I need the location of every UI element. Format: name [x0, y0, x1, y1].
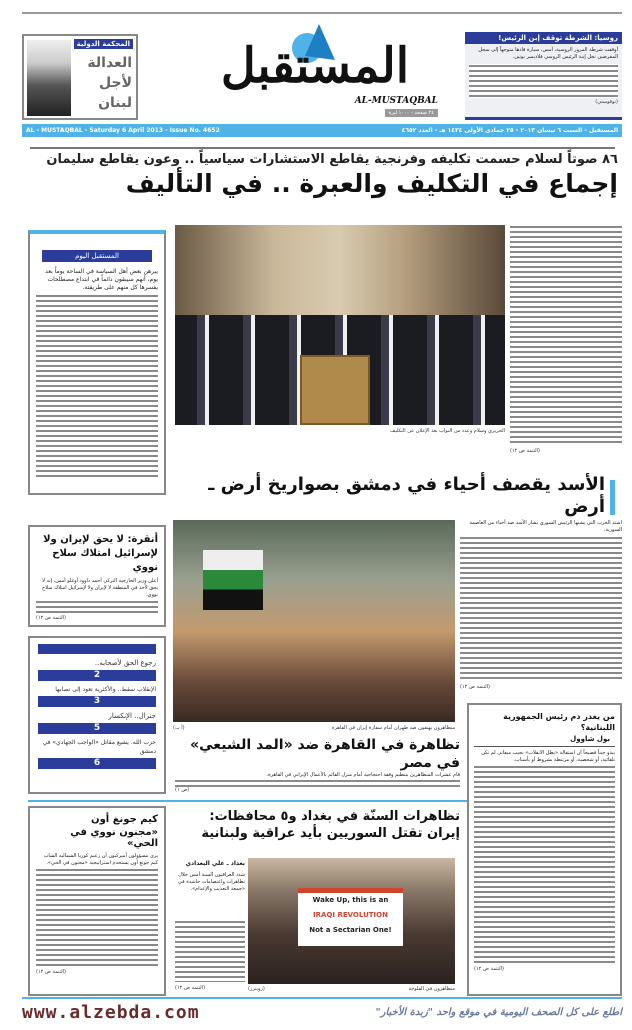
tribunal-badge: المحكمة الدولية — [74, 39, 133, 49]
assad-headline[interactable]: الأسد يقصف أحياء في دمشق بصواريخ أرض ـ أرض — [208, 474, 605, 517]
top-story-source: (نوفوستي) — [595, 99, 618, 105]
opinion-box[interactable] — [467, 703, 622, 996]
top-story-title: روسيا: الشرطة توقف إبن الرئيس! — [465, 32, 622, 44]
lead-body — [510, 225, 622, 445]
ankara-headline: أنقرة: لا يحق لإيران ولا لإسرائيل امتلاك سلاح نووي — [43, 534, 158, 573]
top-story-lead: أوقفت شرطة المرور الروسية، أمس، سيارة قادها متوجهاً إلى سجل المفرضين نجل إبنة الرئيس الروسي فلاديمير بوتين. — [478, 47, 618, 60]
iraq-lead: شدد العراقيون السنة أمس خلال تظاهرات واعتصامات حاشدة في «جمعة التعذيب والإعدام». — [178, 872, 245, 892]
kim-headline-2: «مجنون نووي في الحي» — [70, 827, 158, 849]
opinion-continued: (التتمة ص ١٢) — [474, 966, 505, 972]
logo-arabic: المستقبل — [220, 38, 410, 94]
iraq-protest-photo — [248, 858, 455, 984]
lead-headline[interactable]: إجماع في التكليف والعبرة .. في التأليف — [125, 169, 618, 198]
assad-lead: اشتد الحرب التي يشنها الرئيس السوري بشار الأسد ضد أحياء من العاصمة السورية. — [469, 520, 622, 533]
editorial-box[interactable] — [28, 230, 166, 495]
rule — [30, 147, 615, 149]
iraq-credit: (رويترز) — [248, 986, 265, 992]
assad-body — [460, 536, 622, 682]
slogan-line: لأجل — [98, 75, 132, 91]
index-item[interactable]: حزب الله. يشيع مقاتل «الواجب الجهادي» في دمشق 6 — [38, 738, 156, 769]
index-item[interactable]: رجوع الحق لأصحابه.. 2 — [38, 658, 156, 681]
protest-sign: Wake Up, this is an IRAQI REVOLUTION Not a Sectarian One! — [298, 888, 403, 946]
dateline-latin: AL - MUSTAQBAL - Saturday 6 April 2013 - Issue No. 4652 — [26, 127, 220, 134]
iraq-caption: متظاهرون في الفلوجة — [408, 986, 455, 992]
lead-caption: الحريري وسلام وعدد من النواب بعد الإعلان عن التكليف — [390, 428, 505, 434]
iraq-continued: (التتمة ص ١٢) — [175, 985, 206, 991]
lead-continued: (التتمة ص ١٢) — [510, 448, 541, 454]
kim-headline-1: كيم جونغ أون — [91, 814, 158, 825]
slogan-line: العدالة — [87, 55, 132, 71]
top-rule — [22, 12, 622, 14]
dateline-bar — [22, 124, 622, 137]
egypt-body — [175, 779, 460, 787]
opinion-lead: يبدو حيناً فضيحاً أن استقالة «بطل الانقلاب» نجيب ميقاتي لم تكن تلقائية، أو شخصية، أو مرتبطة بشروط أو بأسباب. — [481, 750, 615, 763]
hariri-photo — [27, 40, 71, 116]
rule — [22, 997, 622, 999]
logo-latin: AL-MUSTAQBAL — [354, 96, 438, 106]
editorial-lead: يبرهن بعض أهل السياسة في الساحة يوماً بعد يوم، أنهم سيبقون دائماً في ابتداع مصطلحات يفسرها كل منهم على طريقته. — [45, 268, 158, 291]
egypt-protest-photo — [173, 520, 455, 722]
assad-continued: (التتمة ص ١٢) — [460, 684, 491, 690]
opinion-author: بول شاوول — [474, 735, 615, 747]
tribunal-box[interactable] — [22, 34, 138, 120]
dateline-arabic: المستقبل - السبت ٦ نيسان ٢٠١٣ - ٢٥ جمادى الأولى ١٤٣٤ هـ - العدد ٤٦٥٢ — [401, 127, 618, 134]
ankara-box[interactable] — [28, 525, 166, 627]
slogan-line: لبنان — [98, 95, 132, 111]
kim-continued: (التتمة ص ١٢) — [36, 969, 67, 975]
masthead-logo[interactable] — [185, 24, 450, 120]
ankara-lead: أعلن وزير الخارجية التركي أحمد داوود أوغلو أمس، إنه لا يحق لأحد في المنطقة لا لإيران ولا لإسرائيل امتلاك سلاح نووي. — [42, 578, 158, 598]
lead-photo — [175, 225, 505, 425]
kim-lead: يرى مسؤولون أميركيون أن زعيم كوريا الشمالية الشاب كيم جونغ أون يستخدم استراتيجية «مجنون في الحي». — [43, 853, 158, 866]
footer-slogan: اطلع على كل الصحف اليومية في موقع واحد "زبدة الأخبار" — [375, 1007, 622, 1018]
footer-url-link[interactable]: www.alzebda.com — [22, 1002, 200, 1023]
lectern — [300, 355, 370, 425]
iraq-body — [175, 920, 245, 982]
editorial-label: المستقبل اليوم — [42, 250, 152, 262]
iraq-byline: بغداد ـ علي البغدادي — [185, 860, 245, 867]
lead-kicker[interactable]: ٨٦ صوتاً لسلام حسمت تكليفه وفرنجية يقاطع الاستشارات سياسياً .. وعون يقاطع سليمان — [46, 152, 618, 167]
egypt-continued: (ص ١) — [175, 787, 190, 793]
top-story-box[interactable] — [465, 32, 622, 120]
index-box[interactable] — [28, 636, 166, 794]
assad-credit: (أ ب) — [173, 725, 185, 731]
egypt-headline[interactable]: تظاهرة في القاهرة ضد «المد الشيعي» في مصر — [190, 737, 460, 771]
index-item[interactable]: جنرال.. الإنكسار 5 — [38, 711, 156, 734]
assad-caption: متظاهرون يهتفون ضد طهران أمام سفارة إيران في القاهرة — [331, 725, 455, 731]
accent-bar — [610, 480, 615, 515]
opinion-headline: من يغدر دم رئيس الجمهورية اللبنانية؟ — [503, 712, 615, 732]
iraq-headline-1[interactable]: تظاهرات السنّة في بغداد و٥ محافظات: — [209, 809, 460, 824]
index-item[interactable]: الإنقلاب سقط.. والأكثرية تعود إلى نصابها 3 — [38, 685, 156, 707]
iraq-headline-2[interactable]: إيران تقتل السوريين بأيد عراقية ولبنانية — [201, 826, 460, 841]
ankara-continued: (التتمة ص ١٢) — [36, 615, 67, 621]
price-strip: ٢٤ صفحة - ١٠٠٠ ليرة — [385, 109, 438, 117]
kim-box[interactable] — [28, 806, 166, 996]
egypt-lead: قام عشرات المتظاهرين بتنظيم وقفة احتجاجية أمام منزل القائم بالأعمال الإيراني في القاهرة. — [266, 772, 460, 778]
